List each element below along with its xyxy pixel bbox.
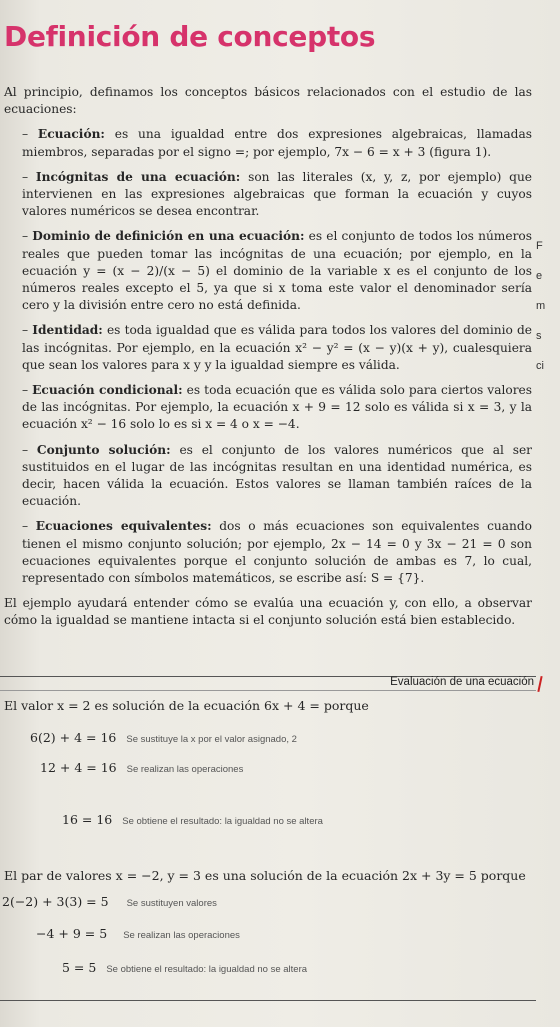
concept-item: – Dominio de definición en una ecuación: es el conjunto de todos los números reales que pueden tomar las incógnitas de una ecuación; por ejemplo, en la ecuación y = (x − 2)/(x − 5) el dominio de la variable x es el conjunto de los números reales excepto el 5, ya que si x toma este valor el denominador sería cero y la división entre cero no está definida. — [22, 229, 532, 313]
step-note: Se obtiene el resultado: la igualdad no se altera — [106, 964, 308, 975]
example-statement: El valor x = 2 es solución de la ecuación 6x + 4 = porque — [4, 698, 369, 713]
margin-mark: s — [536, 330, 542, 342]
concept-item: – Conjunto solución: es el conjunto de los valores numéricos que al ser sustituidos en el lugar de las incógnitas resultan en una identidad numérica, es decir, hacen válida la ecuación. Estos valores se llaman también raíces de la ecuación. — [22, 442, 533, 509]
example-step — [30, 730, 297, 745]
margin-mark: F — [536, 240, 543, 252]
concept-item: – Ecuación condicional: es toda ecuación que es válida solo para ciertos valores de las incógnitas. Por ejemplo, la ecuación x + 9 = 12 solo es válida si x = 3, y la ecuación x² − 16 solo lo es si x = 4 o x = −4. — [22, 383, 532, 432]
concept-term: Ecuación condicional: — [32, 383, 183, 398]
concept-text: son las literales (x, y, z, por ejemplo) que intervienen en las expresiones algebraicas que forman la ecuación y cuyos valores numéricos se desea encontrar. — [22, 169, 533, 219]
concept-item: – Ecuación: es una igualdad entre dos expresiones algebraicas, llamadas miembros, separadas por el signo =; por ejemplo, 7x − 6 = x + 3 (figura 1). — [22, 127, 533, 159]
page-title: Definición de conceptos — [4, 20, 376, 53]
section-divider — [0, 1000, 536, 1001]
step-equation: 5 = 5 — [62, 960, 97, 975]
step-note: Se sustituyen valores — [126, 898, 217, 909]
example-statement: El par de valores x = −2, y = 3 es una solución de la ecuación 2x + 3y = 5 porque — [4, 868, 526, 883]
margin-mark: m — [536, 300, 546, 312]
step-equation: 12 + 4 = 16 — [40, 760, 117, 775]
step-equation: −4 + 9 = 5 — [36, 926, 108, 941]
step-equation: 16 = 16 — [62, 812, 113, 827]
step-note: Se sustituye la x por el valor asignado, 2 — [126, 734, 297, 745]
example-step — [40, 760, 243, 775]
concept-term: Incógnitas de una ecuación: — [35, 169, 241, 184]
example-step — [62, 812, 323, 827]
evaluation-heading: Evaluación de una ecuación — [390, 676, 534, 688]
example-step — [2, 894, 217, 909]
concept-term: Identidad: — [32, 323, 103, 338]
concept-term: Conjunto solución: — [36, 442, 171, 457]
margin-tick — [537, 676, 542, 692]
example-step — [62, 960, 307, 975]
closing-paragraph: El ejemplo ayudará entender cómo se evalúa una ecuación y, con ello, a observar cómo la igualdad se mantiene intacta si el conjunto solución está bien establecido. — [4, 596, 532, 628]
concept-term: Ecuación: — [37, 127, 105, 142]
concept-text: es el conjunto de los valores numéricos que al ser sustituidos en el lugar de las incógnitas resultan en una identidad numérica, es decir, hacen válida la ecuación. Estos valores se llaman también raíces de la ecuación. — [22, 442, 533, 509]
example-step — [36, 926, 240, 941]
concept-text: es una igualdad entre dos expresiones algebraicas, llamadas miembros, separadas por el signo =; por ejemplo, 7x − 6 = x + 3 (figura 1). — [22, 127, 533, 159]
margin-mark: e — [536, 270, 543, 282]
concept-text: dos o más ecuaciones son equivalentes cuando tienen el mismo conjunto solución; por ejemplo, 2x − 14 = 0 y 3x − 21 = 0 son ecuaciones equivalentes porque el conjunto solución de ambas es 7, lo cual, representado con símbolos matemáticos, se escribe así: S = {7}. — [22, 519, 532, 586]
margin-marks — [536, 240, 560, 390]
step-equation: 6(2) + 4 = 16 — [30, 730, 117, 745]
step-note: Se realizan las operaciones — [123, 930, 240, 941]
margin-mark: ci — [536, 360, 544, 372]
concept-term: Dominio de definición en una ecuación: — [32, 229, 305, 244]
concepts-text — [4, 84, 532, 638]
concept-item: – Identidad: es toda igualdad que es válida para todos los valores del dominio de las incógnitas. Por ejemplo, en la ecuación x² − y² = (x − y)(x + y), cualesquiera que sean los valores para x y y la igualdad siempre es válida. — [22, 323, 533, 372]
concept-text: es toda igualdad que es válida para todos los valores del dominio de las incógnitas. Por ejemplo, en la ecuación x² − y² = (x − y)(x + y), cualesquiera que sean los valores para x y y la igualdad siempre es válida. — [22, 323, 533, 372]
step-equation: 2(−2) + 3(3) = 5 — [2, 894, 109, 909]
concept-text: es el conjunto de todos los números reales que pueden tomar las incógnitas de una ecuación; por ejemplo, en la ecuación y = (x − 2)/(x − 5) el dominio de la variable x es el conjunto de los números reales excepto el 5, ya que si x toma este valor el denominador sería cero y la división entre cero no está definida. — [22, 229, 532, 313]
step-note: Se realizan las operaciones — [126, 764, 244, 775]
concept-term: Ecuaciones equivalentes: — [35, 519, 212, 534]
concept-item: – Incógnitas de una ecuación: son las literales (x, y, z, por ejemplo) que intervienen en las expresiones algebraicas que forman la ecuación y cuyos valores numéricos se desea encontrar. — [22, 169, 533, 219]
concept-item: – Ecuaciones equivalentes: dos o más ecuaciones son equivalentes cuando tienen el mismo conjunto solución; por ejemplo, 2x − 14 = 0 y 3x − 21 = 0 son ecuaciones equivalentes porque el conjunto solución de ambas es 7, lo cual, representado con símbolos matemáticos, se escribe así: S = {7}. — [22, 519, 532, 586]
concept-text: es toda ecuación que es válida solo para ciertos valores de las incógnitas. Por ejemplo, la ecuación x + 9 = 12 solo es válida si x = 3, y la ecuación x² − 16 solo lo es si x = 4 o x = −4. — [22, 383, 532, 432]
intro-paragraph: Al principio, definamos los conceptos básicos relacionados con el estudio de las ecuaciones: — [4, 85, 532, 117]
step-note: Se obtiene el resultado: la igualdad no se altera — [122, 816, 323, 827]
section-divider — [0, 690, 536, 691]
